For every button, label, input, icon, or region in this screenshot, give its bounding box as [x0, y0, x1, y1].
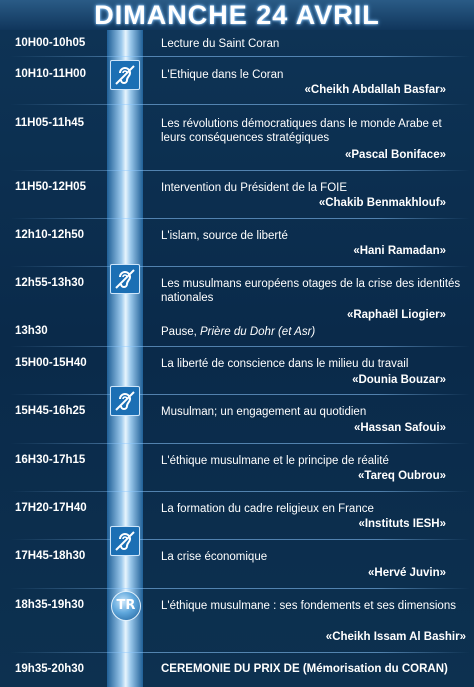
- separator: [10, 346, 470, 347]
- hearing-assistance-icon: [110, 526, 140, 556]
- session-time: 15H00-15H40: [15, 357, 87, 369]
- session-speaker: «Dounia Bouzar»: [352, 374, 446, 386]
- separator: [10, 588, 470, 589]
- session-title: L'Ethique dans le Coran: [161, 69, 284, 81]
- session-title-emphasis: Prière du Dohr (et Asr): [200, 326, 316, 338]
- separator: [10, 266, 470, 267]
- session-title: Lecture du Saint Coran: [161, 38, 280, 50]
- session-title: L'islam, source de liberté: [161, 230, 288, 242]
- session-title-text: Pause,: [161, 326, 200, 338]
- separator: [10, 491, 470, 492]
- session-title: L'éthique musulmane et le principe de réalité: [161, 455, 389, 467]
- session-title: [161, 325, 467, 339]
- session-title: Intervention du Président de la FOIE: [161, 182, 348, 194]
- session-time: 10H10-11H00: [15, 68, 86, 80]
- page-header: [0, 0, 474, 30]
- session-time: 10H00-10h05: [15, 37, 86, 49]
- session-speaker: «Raphaël Liogier»: [346, 309, 446, 321]
- session-speaker: «Pascal Boniface»: [344, 149, 446, 161]
- session-time: 17H20-17H40: [15, 502, 87, 514]
- separator: [10, 652, 470, 653]
- session-time: 11H05-11h45: [15, 117, 85, 129]
- separator: [10, 218, 470, 219]
- session-time: 19h35-20h30: [15, 663, 85, 675]
- session-time: 13h30: [15, 325, 48, 337]
- session-time: 17H45-18h30: [15, 550, 86, 562]
- session-speaker: «Hani Ramadan»: [353, 245, 446, 257]
- session-time: 11H50-12H05: [15, 181, 86, 193]
- session-title: L'éthique musulmane : ses fondements et ses dimensions: [161, 600, 456, 612]
- session-time: 16H30-17h15: [15, 454, 86, 466]
- session-speaker: «Hervé Juvin»: [368, 567, 446, 579]
- separator: [10, 539, 470, 540]
- session-title: Les musulmans européens otages de la crise des identités nationales: [161, 278, 461, 304]
- session-time: 12h10-12h50: [15, 229, 85, 241]
- session-time: 15H45-16h25: [15, 405, 86, 417]
- session-speaker: «Chakib Benmakhlouf»: [318, 197, 446, 209]
- session-speaker: «Instituts IESH»: [358, 518, 446, 530]
- hearing-assistance-icon: [110, 264, 140, 294]
- separator: [10, 443, 470, 444]
- separator: [10, 394, 470, 395]
- session-time: 12h55-13h30: [15, 277, 85, 289]
- closing-ceremony-title: CEREMONIE DU PRIX DE (Mémorisation du CORAN): [161, 663, 448, 675]
- session-title: La crise économique: [161, 551, 268, 563]
- separator: [10, 56, 470, 57]
- session-title: La formation du cadre religieux en France: [161, 503, 374, 515]
- session-time: 18h35-19h30: [15, 599, 85, 611]
- separator: [10, 104, 470, 105]
- session-speaker: «Tareq Oubrou»: [358, 470, 446, 482]
- hearing-assistance-icon: [110, 386, 140, 416]
- session-title: La liberté de conscience dans le milieu du travail: [161, 358, 409, 370]
- page-title: DIMANCHE 24 AVRIL: [94, 0, 380, 30]
- separator: [10, 170, 470, 171]
- session-speaker: «Cheikh Issam Al Bashir»: [325, 631, 466, 643]
- session-speaker: «Cheikh Abdallah Basfar»: [304, 84, 446, 96]
- session-speaker: «Hassan Safoui»: [353, 422, 446, 434]
- hearing-assistance-icon: [110, 60, 140, 90]
- session-title: Les révolutions démocratiques dans le monde Arabe et leurs conséquences stratégiques: [161, 118, 442, 144]
- session-title: Musulman; un engagement au quotidien: [161, 406, 367, 418]
- translation-icon: TR: [111, 591, 141, 621]
